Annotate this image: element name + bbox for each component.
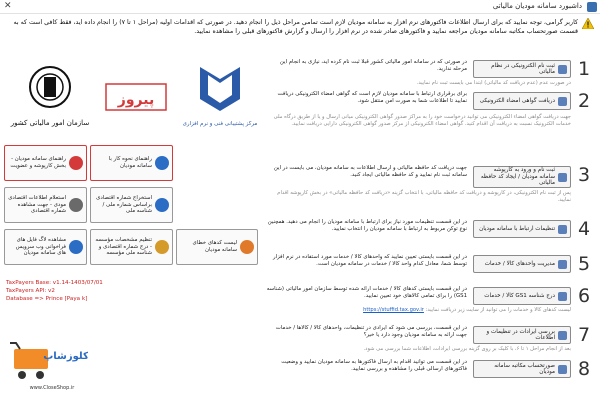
step-note: در صورت عدم (عدم دریافت کد مالیاتی) ابتدا می بایست ثبت نام نمایید. bbox=[416, 80, 571, 86]
step-button-label: تنظیمات ارتباط با سامانه مودیان bbox=[479, 225, 555, 232]
tax-org-emblem-icon bbox=[8, 59, 92, 139]
warning-icon bbox=[582, 18, 594, 29]
register-tax-button[interactable] bbox=[473, 60, 571, 78]
step-number: 5 bbox=[577, 253, 591, 275]
step-note: بعد از انجام مراحل ۱ تا ۶، با کلیک بر روی گزینه بررسی ایرادات، اطلاعات شما بررسی می شود. bbox=[363, 346, 571, 352]
check-icon bbox=[558, 331, 567, 340]
step-number: 4 bbox=[577, 218, 591, 240]
step-button-label: ثبت نام الکترونیکی در نظام مالیاتی bbox=[491, 62, 555, 75]
webservice-logs-button[interactable] bbox=[4, 229, 87, 265]
version-info bbox=[6, 279, 126, 303]
step-button-label: دریافت گواهی امضاء الکترونیکی bbox=[479, 97, 555, 104]
grid-button-label: تنظیم مشخصات مؤسسه - درج شماره اقتصادی و شناسه ملی مؤسسه bbox=[95, 237, 152, 257]
step-note: جهت دریافت گواهی امضاء الکترونیکی می توانید درخواست خود را به مراکز صدور گواهی الکترونیکی میانی ارسال و یا از طریق درگاه ملی خدمات الکترونیک نسبت به دریافت آن اقدام کنید. گواهی امضاء الکترونیکی از مرکز صدور گواهی الکترونیکی دارایی دریافت نمایید. bbox=[273, 114, 571, 127]
stuffid-link[interactable]: https://stuffid.tax.gov.ir bbox=[363, 307, 424, 313]
step-number: 6 bbox=[577, 285, 591, 307]
title-bar bbox=[0, 0, 600, 14]
list-icon bbox=[240, 240, 254, 254]
support-center-name: مرکز پشتیبانی فنی و نرم افزاری bbox=[182, 121, 258, 127]
step-number: 2 bbox=[577, 90, 591, 112]
step-number: 7 bbox=[577, 324, 591, 346]
brand-mark-icon bbox=[100, 74, 172, 124]
taxpayers-base-version: TaxPayers Base: v1.14-1403/07/01 bbox=[6, 280, 103, 286]
store-url: www.CloseShop.ir bbox=[29, 385, 75, 391]
grid-button-label: استعلام اطلاعات اقتصادی مودی - جهت مشاهده شماره اقتصادی bbox=[8, 195, 66, 215]
step-description: جهت دریافت کد حافظه مالیاتی و ارسال اطلاعات به سامانه مودیان، می بایست در این سامانه ثبت نام نمایید و کد حافظه مالیاتی ایجاد کنید. bbox=[273, 165, 467, 179]
error-codes-list-button[interactable] bbox=[176, 229, 258, 265]
step-description: در این قسمت می توانید اقدام به ارسال فاکتورها به سامانه مودیان نمایید و وضعیت فاکتورهای ارسالی قبلی را مشاهده و بررسی نمایید. bbox=[281, 359, 467, 373]
taxpayer-portal-button[interactable] bbox=[473, 166, 571, 188]
log-icon bbox=[69, 240, 83, 254]
step-description: در این قسمت تنظیمات مورد نیاز برای ارتباط با سامانه مودیان را انجام می دهید. همچنین نوع توکن مربوط به ارتباط با سامانه مودیان را انتخاب نمایید. bbox=[267, 219, 467, 233]
certificate-icon bbox=[558, 97, 567, 106]
step-note: پس از ثبت نام الکترونیکی، در کارپوشه و دریافت کد حافظه مالیاتی، با انتخاب گزینه «دریافت کد حافظه مالیاتی» در بخش کارپوشه اقدام نمایید. bbox=[277, 190, 571, 203]
step-number: 8 bbox=[577, 358, 591, 380]
settings-icon bbox=[558, 225, 567, 234]
taxpayers-api-version: TaxPayers API: v2 bbox=[6, 288, 55, 294]
step-description: در این قسمت، بررسی می شود که ایرادی در تنظیمات، واحدهای کالا / کالاها / خدمات جهت ارائه به سامانه مودیان وجود دارد یا خیر؟ bbox=[275, 325, 467, 339]
shopping-cart-icon bbox=[8, 325, 88, 395]
step-description: برای برقراری ارتباط با سامانه مودیان لازم است که گواهی امضاء الکترونیکی دریافت نمایید تا اطلاعات شما به صورت امن منتقل شود. bbox=[277, 91, 467, 105]
steps-panel bbox=[263, 58, 597, 410]
tax-org-logo bbox=[6, 58, 94, 140]
step-note bbox=[265, 307, 571, 314]
register-icon bbox=[558, 65, 567, 74]
step-button-label: مدیریت واحدهای کالا / خدمات bbox=[484, 260, 555, 267]
logos-row bbox=[6, 58, 262, 140]
search-icon bbox=[155, 198, 169, 212]
institution-settings-button[interactable] bbox=[90, 229, 173, 265]
database-info: Database => Prince [Paya k] bbox=[6, 296, 88, 302]
step-button-label: صورتحساب مکاتبه سامانه مودیان bbox=[494, 362, 555, 375]
warning-banner bbox=[4, 16, 596, 54]
grid-button-label: راهنمای نحوه کار با سامانه مودیان bbox=[108, 156, 152, 169]
store-logo bbox=[8, 325, 88, 395]
step-description: در این قسمت بایستی تعیین نمایید که واحدهای کالا / خدمات مورد استفاده در نرم افزار توسط شما، معادل کدام واحد کالا / خدمات در سامانه مودیان است. bbox=[272, 254, 467, 268]
store-name: کلوزشاپ bbox=[43, 351, 88, 362]
tools-grid bbox=[4, 145, 258, 275]
grid-button-label: راهنمای سامانه مودیان - بخش کارپوشه و عضویت bbox=[10, 156, 66, 169]
step-description: در این قسمت بایستی کدهای کالا / خدمات ارائه شده توسط سازمان امور مالیاتی (شناسه GS1) را برای تمامی کالاهای خود تعیین نمایید. bbox=[266, 286, 467, 300]
tax-org-name: سازمان امور مالیاتی کشور bbox=[10, 119, 90, 127]
step-button-label: درج شناسه GS1 کالا / خدمات bbox=[484, 292, 555, 299]
step-note-text: لیست کدهای کالا و خدمات را می توانید از سایت زیر دریافت نمایید: bbox=[425, 307, 571, 313]
units-icon bbox=[558, 260, 567, 269]
economic-info-inquiry-button[interactable] bbox=[4, 187, 87, 223]
extract-economic-number-button[interactable] bbox=[90, 187, 173, 223]
step-description: در صورتی که در سامانه امور مالیاتی کشور قبلا ثبت نام کرده اید، نیازی به انجام این مرحله ندارید. bbox=[279, 59, 467, 73]
check-errors-button[interactable] bbox=[473, 326, 571, 344]
portal-guide-button[interactable] bbox=[4, 145, 87, 181]
invoice-icon bbox=[558, 365, 567, 374]
close-button[interactable]: ✕ bbox=[4, 1, 12, 11]
invoice-send-button[interactable] bbox=[473, 360, 571, 378]
how-to-guide-button[interactable] bbox=[90, 145, 173, 181]
grid-button-label: استخراج شماره اقتصادی براساس شماره ملی / شناسه ملی bbox=[96, 195, 152, 215]
support-center-logo bbox=[178, 58, 262, 140]
brand-logo bbox=[98, 58, 174, 140]
question-icon bbox=[155, 156, 169, 170]
window-title: داشبورد سامانه مودیان مالیاتی bbox=[492, 2, 582, 10]
step-number: 3 bbox=[577, 164, 591, 186]
barcode-icon bbox=[558, 292, 567, 301]
grid-button-label: مشاهده لاگ فایل های فراخوانی وب سرویس های سامانه مودیان bbox=[15, 237, 66, 257]
building-icon bbox=[155, 240, 169, 254]
grid-button-label: لیست کدهای خطای سامانه مودیان bbox=[192, 240, 237, 253]
units-management-button[interactable] bbox=[473, 255, 571, 273]
support-center-emblem-icon bbox=[180, 59, 260, 139]
signature-certificate-button[interactable] bbox=[473, 92, 571, 110]
step-number: 1 bbox=[577, 58, 591, 80]
gs1-code-button[interactable] bbox=[473, 287, 571, 305]
brand-name: پیروز bbox=[117, 92, 155, 108]
step-button-label: بررسی ایرادات در تنظیمات و اطلاعات bbox=[486, 328, 555, 341]
warning-text: کاربر گرامی، توجه نمایید که برای ارسال اطلاعات فاکتورهای نرم افزار به سامانه مودیان لازم است تمامی مراحل ذیل را انجام دهید. در صورتی که اقدامات اولیه (مراحل ۱ تا ۷) را انجام داده اید، فقط کافی است که به قسمت صورتحساب مکاتبه سامانه مودیان مراجعه نمایید و فاکتورهای صادر شده در نرم افزار را ارسال و گزارش فاکتورهای قبلی را مشاهده نمایید. bbox=[13, 19, 578, 35]
api-icon bbox=[69, 198, 83, 212]
connection-settings-button[interactable] bbox=[473, 220, 571, 238]
portal-icon bbox=[558, 173, 567, 182]
book-icon bbox=[69, 156, 83, 170]
step-button-label: ثبت نام و ورود به کارپوشه سامانه مودیان / ایجاد کد حافظه مالیاتی bbox=[480, 167, 555, 187]
app-icon bbox=[587, 2, 597, 12]
